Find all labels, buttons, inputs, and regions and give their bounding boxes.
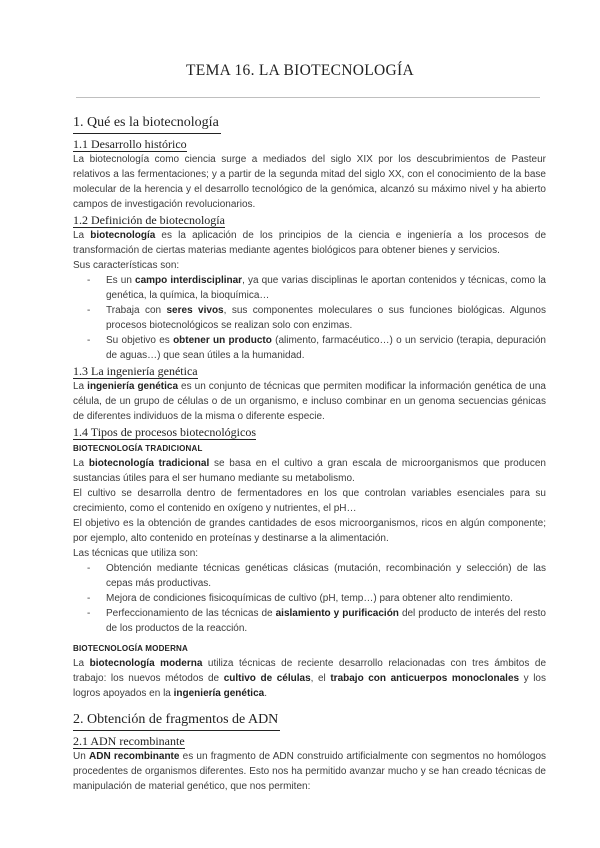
- characteristics-list: [73, 273, 546, 363]
- paragraph: Sus características son:: [73, 260, 180, 271]
- list-item: - Mejora de condiciones fisicoquímicas de cultivo (pH, temp…) para obtener alto rendimiento.: [87, 593, 513, 604]
- paragraph: Las técnicas que utiliza son:: [73, 548, 199, 559]
- paragraph: La biotecnología como ciencia surge a mediados del siglo XIX por los descubrimientos de Pasteur relativos a las fermentaciones; y a partir de la segunda mitad del siglo XX, con el conocimiento de la base molecular de la herencia y el desarrollo tecnológico de la genómica, alcanzó su máximo nivel y ha abierto campos de investigación revolucionarios.: [73, 154, 546, 210]
- document-title: TEMA 16. LA BIOTECNOLOGÍA: [186, 62, 414, 79]
- section-1-heading: 1. Qué es la biotecnología: [73, 114, 221, 134]
- title-divider: [76, 97, 540, 98]
- paragraph: Un ADN recombinante es un fragmento de ADN construido artificialmente con segmentos no homólogos procedentes de organismos diferentes. Esto nos ha permitido avanzar mucho y se han creado técnicas de manipulación de material genético, que nos permiten:: [73, 751, 547, 792]
- techniques-list: [73, 561, 546, 636]
- paragraph: La ingeniería genética es un conjunto de técnicas que permiten modificar la información genética de una célula, de un grupo de células o de un organismo, e incluso combinar en un genoma secuencias génicas de diferentes individuos de la misma o diferente especie.: [73, 381, 546, 422]
- subsection-caption-modern: BIOTECNOLOGÍA MODERNA: [73, 644, 189, 653]
- section-1-4-heading: 1.4 Tipos de procesos biotecnológicos: [73, 425, 256, 439]
- paragraph: La biotecnología es la aplicación de los principios de la ciencia e ingeniería a los procesos de transformación de ciertas materias mediante agentes biológicos para obtener bienes y servicios.: [73, 230, 547, 256]
- paragraph: El cultivo se desarrolla dentro de fermentadores en los que controlan variables esenciales para su crecimiento, como el contenido en oxígeno y nutrientes, el pH…: [73, 488, 546, 514]
- list-item: - Perfeccionamiento de las técnicas de aislamiento y purificación del producto de interés del resto de los productos de la reacción.: [87, 608, 546, 634]
- section-1-1-heading: 1.1 Desarrollo histórico: [73, 137, 187, 151]
- section-2-1-heading: 2.1 ADN recombinante: [73, 734, 185, 748]
- section-2: [73, 709, 546, 731]
- section-1-3-heading: 1.3 La ingeniería genética: [73, 364, 198, 378]
- subsection-caption-traditional: BIOTECNOLOGÍA TRADICIONAL: [73, 444, 203, 453]
- list-item: - Es un campo interdisciplinar, ya que varias disciplinas le aportan contenidos y técnicas, como la genética, la química, la bioquímica…: [87, 275, 546, 301]
- section-1-2-heading: 1.2 Definición de biotecnología: [73, 213, 225, 227]
- paragraph: La biotecnología tradicional se basa en el cultivo a gran escala de microorganismos que producen sustancias útiles para el ser humano mediante su metabolismo.: [73, 458, 546, 484]
- list-item: - Su objetivo es obtener un producto (alimento, farmacéutico…) o un servicio (terapia, depuración de aguas…) que sean útiles a la humanidad.: [87, 335, 546, 361]
- list-item: - Trabaja con seres vivos, sus componentes moleculares o sus funciones biológicas. Algunos procesos biotecnológicos se realizan solo con enzimas.: [87, 305, 546, 331]
- paragraph: La biotecnología moderna utiliza técnicas de reciente desarrollo relacionadas con tres ámbitos de trabajo: los nuevos métodos de cultivo de células, el trabajo con anticuerpos monoclonales y los logros apoyados en la ingeniería genética.: [73, 658, 547, 699]
- section-2-heading: 2. Obtención de fragmentos de ADN: [73, 711, 280, 731]
- paragraph: El objetivo es la obtención de grandes cantidades de esos microorganismos, ricos en algún componente; por ejemplo, alto contenido en proteínas y destinarse a la alimentación.: [73, 518, 546, 544]
- document-body: [73, 112, 546, 794]
- list-item: - Obtención mediante técnicas genéticas clásicas (mutación, recombinación y selección) de las cepas más productivas.: [87, 563, 546, 589]
- section-1: [73, 112, 546, 134]
